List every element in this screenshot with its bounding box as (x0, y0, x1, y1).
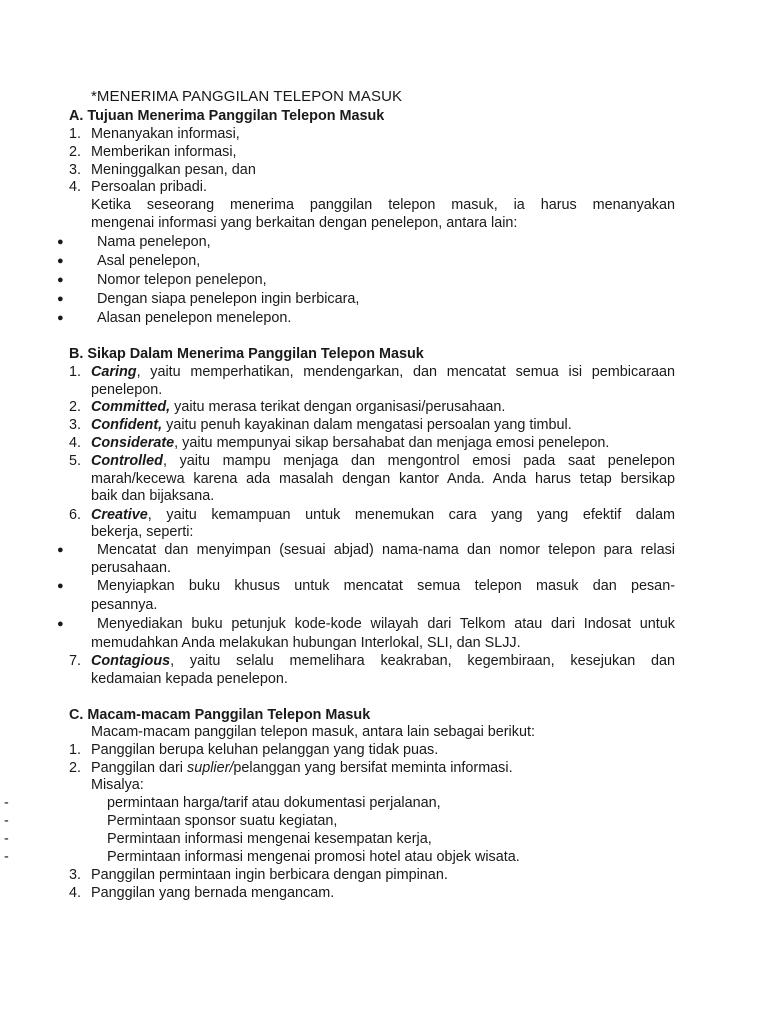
list-item (0, 759, 768, 777)
item-number: 1. (69, 126, 82, 142)
item-text (91, 398, 675, 416)
term: Considerate (91, 435, 175, 451)
bullet-item (0, 541, 768, 559)
term: Contagious (91, 653, 171, 669)
dash-item (0, 812, 768, 830)
item-text (91, 759, 675, 777)
continuation-text: pesannya. (91, 597, 158, 613)
continuation-line (0, 487, 768, 505)
description: , yaitu mempunyai sikap bersahabat dan menjaga emosi penelepon. (174, 435, 610, 451)
continuation-text: penelepon. (91, 382, 163, 398)
item-text: Memberikan informasi, (91, 144, 237, 160)
dash-icon: - (4, 813, 9, 829)
item-text: Meninggalkan pesan, dan (91, 162, 256, 178)
dash-icon: - (4, 795, 9, 811)
continuation-line (0, 670, 768, 688)
bullet-icon: ● (57, 236, 64, 248)
section-c-heading: C. Macam-macam Panggilan Telepon Masuk (69, 707, 371, 723)
continuation-line (0, 634, 768, 652)
dash-icon: - (4, 831, 9, 847)
bullet-text: Menyediakan buku petunjuk kode-kode wilayah dari Telkom atau dari Indosat untuk (97, 616, 675, 632)
list-item (0, 741, 768, 759)
item-text (91, 506, 675, 524)
item-number: 2. (69, 399, 82, 415)
item-text (91, 434, 675, 452)
item-text (91, 363, 675, 381)
item-text (91, 416, 675, 434)
bullet-item (0, 271, 768, 289)
item-number: 4. (69, 179, 82, 195)
list-item (0, 125, 768, 143)
bullet-text: Alasan penelepon menelepon. (97, 310, 292, 326)
section-b-heading-line (0, 345, 768, 363)
item-text-em: suplier/ (187, 760, 234, 776)
item-number: 1. (69, 364, 82, 380)
continuation-text: baik dan bijaksana. (91, 488, 215, 504)
paragraph-text: mengenai informasi yang berkaitan dengan penelepon, antara lain: (91, 215, 518, 231)
item-number: 4. (69, 435, 82, 451)
title-line (0, 88, 768, 106)
dash-item (0, 830, 768, 848)
dash-item (0, 848, 768, 866)
bullet-icon: ● (57, 255, 64, 267)
list-item (0, 178, 768, 196)
continuation-line (0, 381, 768, 399)
description: , yaitu selalu memelihara keakraban, kegembiraan, kesejukan dan (170, 653, 675, 669)
item-text-post: pelanggan yang bersifat meminta informasi. (233, 760, 513, 776)
continuation-line (0, 523, 768, 541)
bullet-item (0, 290, 768, 308)
continuation-line (0, 470, 768, 488)
continuation-text: marah/kecewa karena ada masalah dengan kantor Anda. Anda harus tetap bersikap (91, 471, 675, 487)
dash-text: Permintaan informasi mengenai kesempatan kerja, (107, 831, 432, 847)
item-number: 2. (69, 144, 82, 160)
bullet-icon: ● (57, 618, 64, 630)
list-item (0, 143, 768, 161)
item-number: 4. (69, 885, 82, 901)
bullet-item (0, 577, 768, 595)
bullet-icon: ● (57, 293, 64, 305)
list-item (0, 434, 768, 452)
list-item (0, 652, 768, 670)
misalya-label: Misalya: (91, 777, 144, 793)
item-text: Persoalan pribadi. (91, 179, 207, 195)
item-text: Panggilan permintaan ingin berbicara dengan pimpinan. (91, 867, 448, 883)
paragraph-text: Ketika seseorang menerima panggilan telepon masuk, ia harus menanyakan (91, 197, 675, 213)
bullet-text: Dengan siapa penelepon ingin berbicara, (97, 291, 360, 307)
dash-text: Permintaan sponsor suatu kegiatan, (107, 813, 338, 829)
continuation-text: perusahaan. (91, 560, 172, 576)
item-number: 6. (69, 507, 82, 523)
bullet-item (0, 309, 768, 327)
description: , yaitu mampu menjaga dan mengontrol emosi pada saat penelepon (162, 453, 675, 469)
description: , yaitu kemampuan untuk menemukan cara yang yang efektif dalam (147, 507, 675, 523)
item-text: Menanyakan informasi, (91, 126, 240, 142)
section-a-heading: A. Tujuan Menerima Panggilan Telepon Masuk (69, 108, 385, 124)
continuation-text: bekerja, seperti: (91, 524, 194, 540)
description: , yaitu memperhatikan, mendengarkan, dan mencatat semua isi pembicaraan (136, 364, 675, 380)
bullet-text: Asal penelepon, (97, 253, 201, 269)
bullet-item (0, 233, 768, 251)
list-item (0, 452, 768, 470)
item-text (91, 652, 675, 670)
description: yaitu penuh kayakinan dalam mengatasi persoalan yang timbul. (162, 417, 572, 433)
dash-icon: - (4, 849, 9, 865)
item-number: 3. (69, 867, 82, 883)
list-item (0, 398, 768, 416)
bullet-text: Nama penelepon, (97, 234, 211, 250)
term: Caring (91, 364, 137, 380)
bullet-item (0, 615, 768, 633)
item-number: 3. (69, 417, 82, 433)
item-text-pre: Panggilan dari (91, 760, 188, 776)
term: Committed, (91, 399, 171, 415)
continuation-line (0, 559, 768, 577)
bullet-icon: ● (57, 312, 64, 324)
bullet-text: Menyiapkan buku khusus untuk mencatat semua telepon masuk dan pesan- (97, 578, 675, 594)
paragraph-line (0, 196, 768, 214)
list-item (0, 506, 768, 524)
dash-text: permintaan harga/tarif atau dokumentasi perjalanan, (107, 795, 441, 811)
term: Creative (91, 507, 148, 523)
dash-item (0, 794, 768, 812)
section-c-heading-line (0, 706, 768, 724)
description: yaitu merasa terikat dengan organisasi/perusahaan. (170, 399, 506, 415)
page-title: *MENERIMA PANGGILAN TELEPON MASUK (91, 88, 403, 105)
bullet-icon: ● (57, 580, 64, 592)
paragraph-line (0, 214, 768, 232)
term: Controlled (91, 453, 163, 469)
item-number: 1. (69, 742, 82, 758)
item-text: Panggilan berupa keluhan pelanggan yang tidak puas. (91, 742, 439, 758)
bullet-icon: ● (57, 544, 64, 556)
list-item (0, 884, 768, 902)
item-number: 3. (69, 162, 82, 178)
continuation-line (0, 596, 768, 614)
paragraph-line (0, 723, 768, 741)
list-item (0, 363, 768, 381)
list-item (0, 161, 768, 179)
section-b-heading: B. Sikap Dalam Menerima Panggilan Telepon Masuk (69, 346, 424, 362)
item-text (91, 452, 675, 470)
item-number: 2. (69, 760, 82, 776)
item-number: 7. (69, 653, 82, 669)
list-item (0, 866, 768, 884)
continuation-text: kedamaian kepada penelepon. (91, 671, 288, 687)
bullet-text: Mencatat dan menyimpan (sesuai abjad) nama-nama dan nomor telepon para relasi (97, 542, 675, 558)
item-text: Panggilan yang bernada mengancam. (91, 885, 335, 901)
dash-text: Permintaan informasi mengenai promosi hotel atau objek wisata. (107, 849, 520, 865)
bullet-text: Nomor telepon penelepon, (97, 272, 267, 288)
bullet-item (0, 252, 768, 270)
list-item (0, 416, 768, 434)
item-number: 5. (69, 453, 82, 469)
paragraph-text: Macam-macam panggilan telepon masuk, antara lain sebagai berikut: (91, 724, 535, 740)
bullet-icon: ● (57, 274, 64, 286)
continuation-text: memudahkan Anda melakukan hubungan Interlokal, SLI, dan SLJJ. (91, 635, 521, 651)
term: Confident, (91, 417, 163, 433)
paragraph-line (0, 776, 768, 794)
section-a-heading-line (0, 107, 768, 125)
